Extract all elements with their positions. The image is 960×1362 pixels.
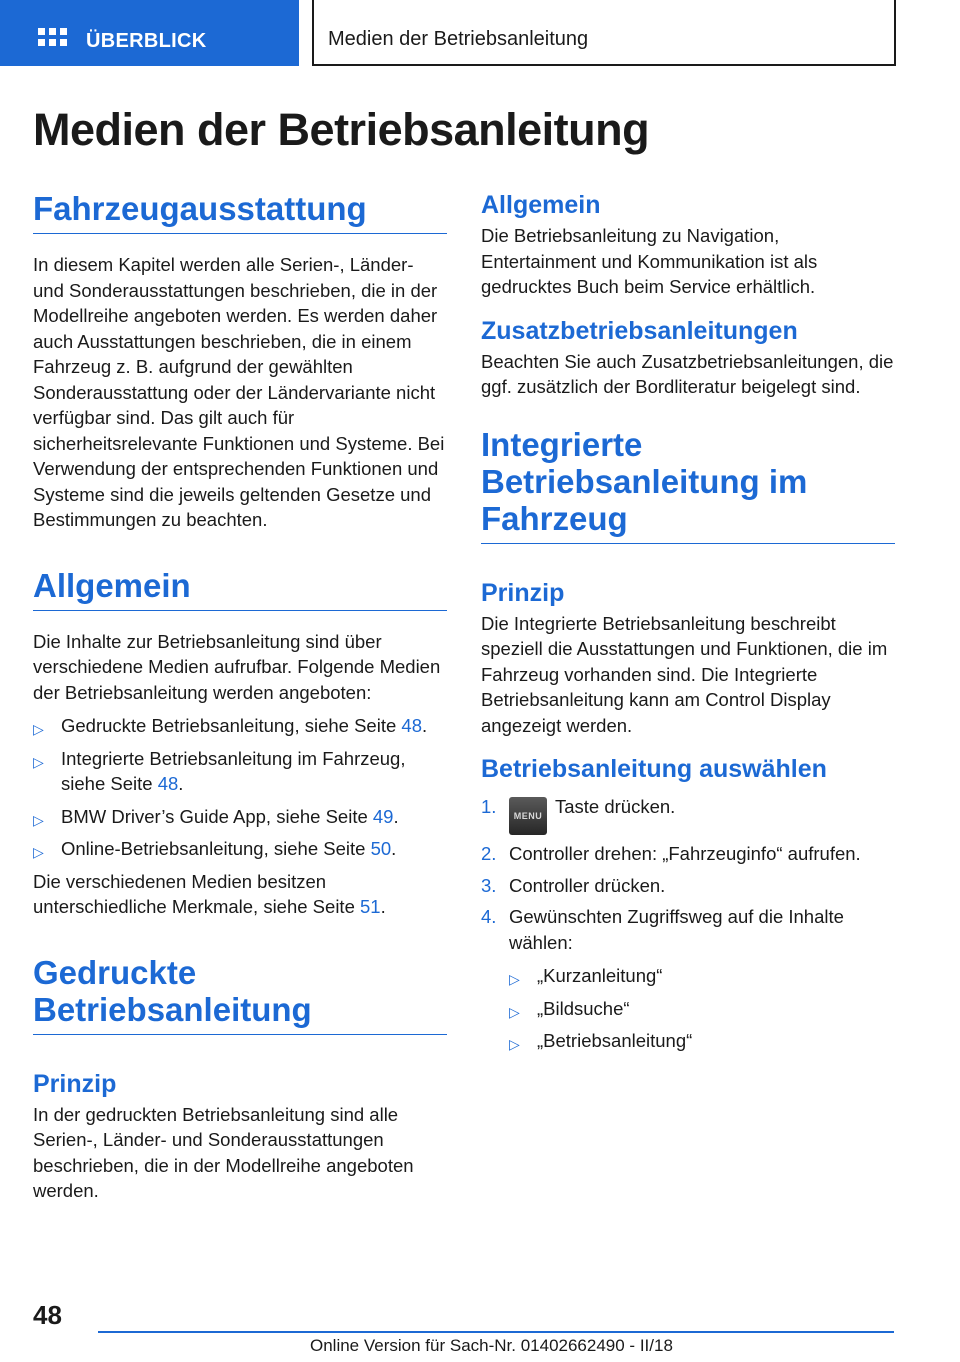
allgemein-intro: Die Inhalte zur Betriebsanleitung sind über verschiedene Medien aufrufbar. Folgende Medien der Betriebsanleitung werden angeboten: — [33, 630, 441, 703]
section-heading-fahrzeugausstattung: Fahrzeugausstattung — [33, 190, 447, 234]
sub-heading-auswaehlen: Betriebsanleitung auswählen — [481, 755, 827, 783]
breadcrumb[interactable] — [312, 0, 896, 66]
zusatz-text: Beachten Sie auch Zusatzbetriebsanleitungen, die ggf. zusätzlich der Bordliteratur beigelegt sind. — [481, 350, 894, 397]
breadcrumb-label: Medien der Betriebsanleitung — [328, 28, 589, 50]
section-heading-allgemein: Allgemein — [33, 567, 447, 611]
triangle-right-icon: ▷ — [509, 1003, 520, 1020]
right-column — [481, 190, 895, 1061]
allgemein-outro: Die verschiedenen Medien besitzen unterschiedliche Merkmale, siehe Seite 51. — [33, 870, 386, 917]
triangle-right-icon: ▷ — [33, 753, 44, 770]
left-column — [33, 190, 447, 1204]
list-item: ▷ Integrierte Betriebsanleitung im Fahrzeug, siehe Seite 48. — [33, 747, 406, 794]
triangle-right-icon: ▷ — [33, 811, 44, 828]
section-heading-integrierte: Integrierte Betriebsanleitung im Fahrzeug — [481, 426, 895, 544]
list-item: ▷ „Kurzanleitung“ — [509, 963, 895, 989]
options-list — [509, 963, 895, 1054]
page-number: 48 — [33, 1300, 62, 1330]
page-link[interactable]: 48 — [157, 773, 179, 794]
overview-label: ÜBERBLICK — [86, 30, 207, 52]
gedruckte-text: In der gedruckten Betriebsanleitung sind alle Serien-, Länder- und Sonderausstattungen beschrieben, die in der Modellreihe angeboten werden. — [33, 1103, 414, 1201]
triangle-right-icon: ▷ — [509, 1036, 520, 1052]
step-item: 2. Controller drehen: „Fahrzeuginfo“ aufrufen. — [481, 843, 861, 864]
triangle-right-icon: ▷ — [509, 971, 520, 987]
media-list — [33, 713, 447, 862]
step-item: 3. Controller drücken. — [481, 874, 666, 896]
list-item: ▷ BMW Driver’s Guide App, siehe Seite 49. — [33, 804, 447, 830]
page-link[interactable]: 48 — [401, 715, 422, 736]
triangle-right-icon: ▷ — [33, 844, 44, 860]
page-link[interactable]: 49 — [372, 805, 394, 827]
list-item: ▷ „Bildsuche“ — [509, 996, 895, 1022]
sub-heading-allgemein: Allgemein — [481, 191, 601, 219]
fahrzeugausstattung-text: In diesem Kapitel werden alle Serien-, Länder- und Sonderausstattungen beschrieben, die in der Modellreihe angeboten werden. Es werden daher auch Ausstattungen beschrieben, die in einem Fahrzeug z. B. aufgrund der gewählten Sonderausstattung oder der Ländervariante nicht verfügbar sind. Das gilt auch für sicherheitsrelevante Funktionen und Systeme. Bei Verwendung der entsprechenden Funktionen und Systeme sind die jeweils geltenden Gesetze und Bestimmungen zu beachten. — [33, 254, 445, 530]
footer-version: Online Version für Sach-Nr. 01402662490 - II/18 — [310, 1336, 673, 1355]
section-heading-gedruckte: Gedruckte Betriebsanleitung — [33, 954, 447, 1035]
header-bar — [0, 0, 960, 66]
step-item: 1. MENU Taste drücken. — [481, 794, 895, 835]
steps-list — [481, 794, 895, 1054]
page-title: Medien der Betriebsanleitung — [33, 104, 650, 155]
sub-heading-zusatz: Zusatzbetriebsanleitungen — [481, 316, 798, 345]
page-link[interactable]: 50 — [370, 838, 392, 859]
footer-divider — [98, 1331, 894, 1333]
sub-heading-prinzip-integriert: Prinzip — [481, 578, 565, 607]
list-item: ▷ „Betriebsanleitung“ — [509, 1028, 895, 1054]
sub-heading-prinzip: Prinzip — [33, 1069, 117, 1098]
page-link[interactable]: 51 — [360, 896, 381, 917]
overview-tab[interactable] — [0, 0, 299, 66]
integrierte-text: Die Integrierte Betriebsanleitung beschreibt speziell die Ausstattungen und Funktionen, die im Fahrzeug vorhanden sind. Die Integrierte Betriebsanleitung kann am Control Display angezeigt werden. — [481, 612, 888, 736]
allgemein-text: Die Betriebsanleitung zu Navigation, Entertainment und Kommunikation ist als gedrucktes Buch beim Service erhältlich. — [481, 225, 818, 297]
step-item: 4. Gewünschten Zugriffsweg auf die Inhalte wählen: ▷ „Kurzanleitung“ ▷ „Bildsuche“ ▷ „Betriebsanleitung“ — [481, 904, 895, 1054]
triangle-right-icon: ▷ — [33, 721, 44, 737]
list-item: ▷ Online-Betriebsanleitung, siehe Seite 50. — [33, 836, 447, 862]
grid-icon — [38, 28, 68, 52]
menu-key-icon: MENU — [509, 797, 547, 835]
list-item: ▷ Gedruckte Betriebsanleitung, siehe Seite 48. — [33, 713, 447, 739]
